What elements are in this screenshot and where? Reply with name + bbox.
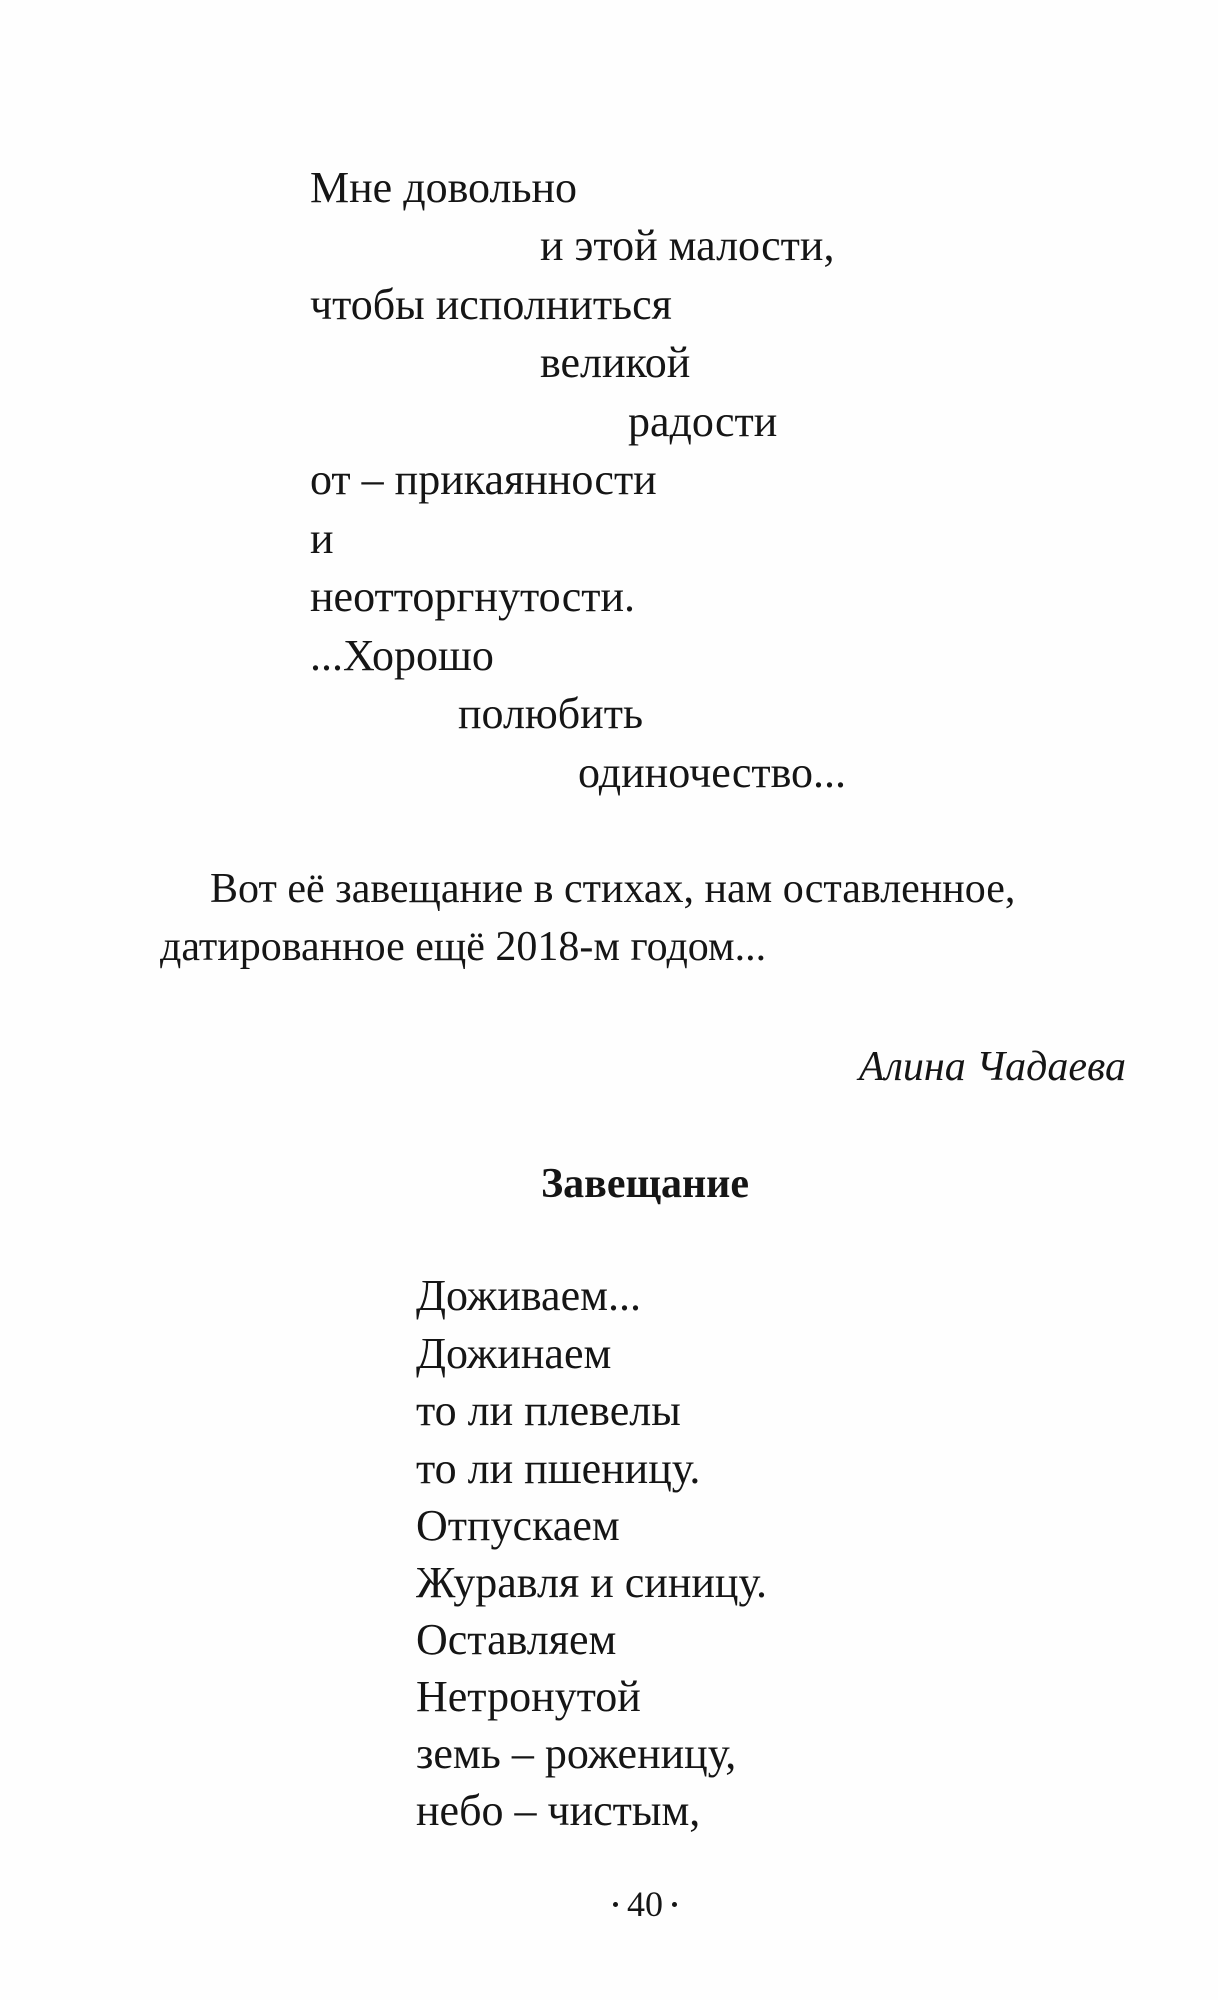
poem-line: то ли пшеницу. <box>416 1444 701 1493</box>
poem-line: и <box>310 514 334 563</box>
prose-line: датированное ещё 2018-м годом... <box>160 924 767 970</box>
poem-line: и этой малости, <box>540 221 835 270</box>
poem-line: одиночество... <box>578 748 847 797</box>
poem-title: Завещание <box>541 1161 749 1207</box>
bullet-dot <box>672 1902 677 1907</box>
poem-line: полюбить <box>458 689 644 738</box>
poem-line: Доживаем... <box>416 1271 641 1320</box>
poem-line: неотторгнутости. <box>310 572 636 621</box>
poem-line: Нетронутой <box>416 1672 641 1721</box>
poem-line: великой <box>540 338 691 387</box>
poem-line: Журавля и синицу. <box>416 1558 768 1607</box>
page-number <box>0 1883 1218 1925</box>
poem-line: земь – роженицу, <box>416 1729 737 1778</box>
poem-line: Оставляем <box>416 1615 617 1664</box>
poem-line: ...Хорошо <box>310 631 494 680</box>
poem-line: чтобы исполниться <box>310 280 672 329</box>
poem-line: Дожинаем <box>416 1329 612 1378</box>
author-name: Алина Чадаева <box>858 1044 1126 1090</box>
bullet-dot <box>613 1902 618 1907</box>
poem-line: Мне довольно <box>310 163 578 212</box>
page-number-value: 40 <box>627 1884 663 1924</box>
poem-line: радости <box>628 397 778 446</box>
poem-line: то ли плевелы <box>416 1386 681 1435</box>
poem-line: Отпускаем <box>416 1501 620 1550</box>
poem-line: от – прикаянности <box>310 455 657 504</box>
prose-line: Вот её завещание в стихах, нам оставленное, <box>210 866 1016 912</box>
poem-line: небо – чистым, <box>416 1786 701 1835</box>
